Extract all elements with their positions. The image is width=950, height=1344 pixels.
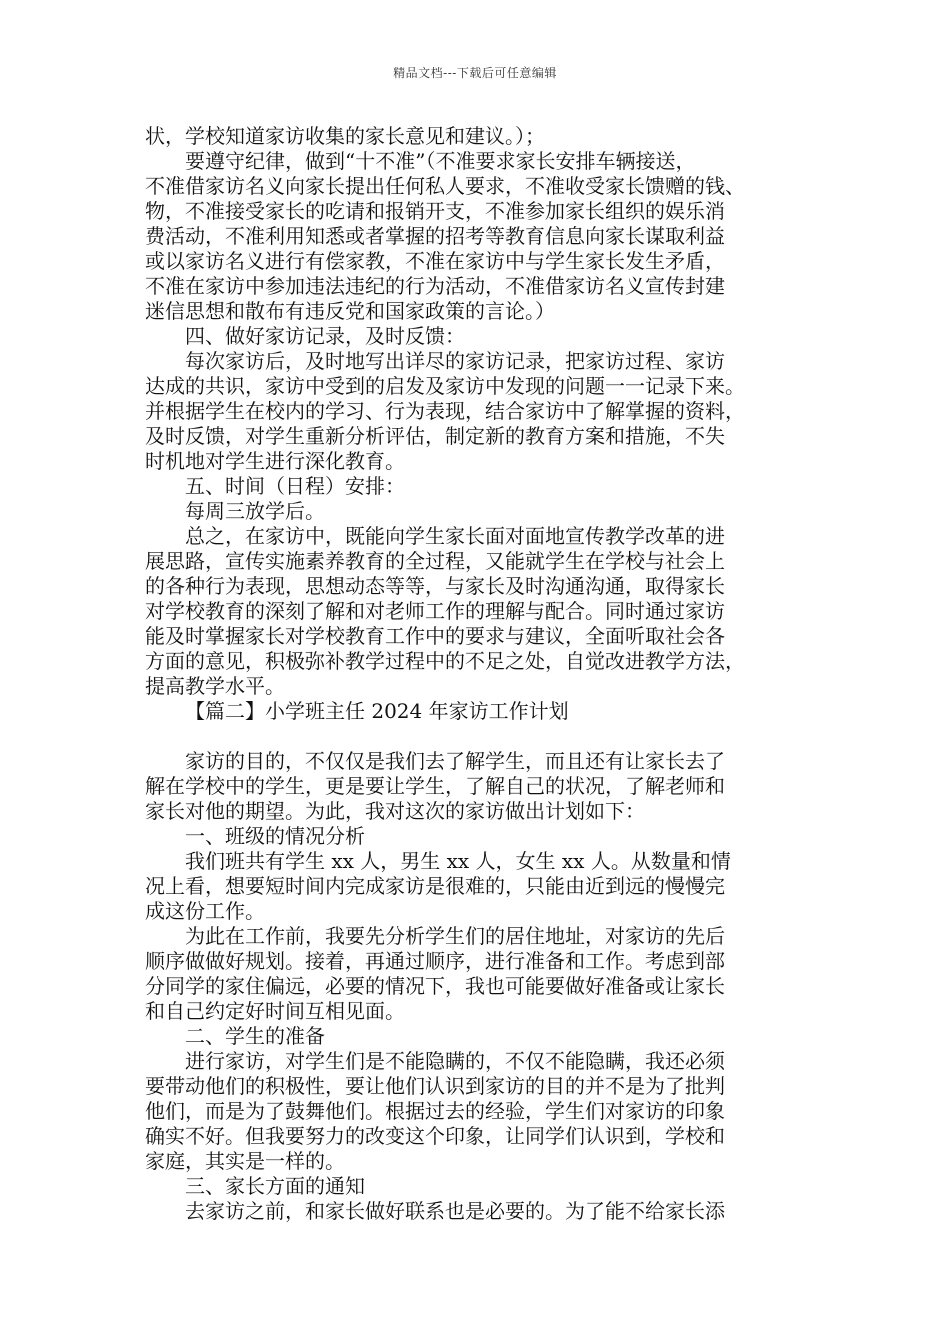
text-line: 方面的意见，积极弥补教学过程中的不足之处，自觉改进教学方法， (145, 649, 745, 673)
text-line: 及时反馈，对学生重新分析评估，制定新的教育方案和措施，不失 (145, 424, 725, 448)
text-line: 况上看，想要短时间内完成家访是很难的，只能由近到远的慢慢完 (145, 874, 725, 898)
text-line: 每次家访后，及时地写出详尽的家访记录，把家访过程、家访 (185, 349, 725, 373)
text-line: 的各种行为表现，思想动态等等，与家长及时沟通沟通，取得家长 (145, 574, 725, 598)
page-header: 精品文档---下载后可任意编辑 (393, 66, 557, 80)
text-line: 二、学生的准备 (185, 1024, 325, 1048)
text-line: 时机地对学生进行深化教育。 (145, 449, 405, 473)
text-line: 分同学的家住偏远，必要的情况下，我也可能要做好准备或让家长 (145, 974, 725, 998)
text-line: 我们班共有学生 xx 人，男生 xx 人，女生 xx 人。从数量和情 (185, 849, 731, 873)
text-line: 能及时掌握家长对学校教育工作中的要求与建议，全面听取社会各 (145, 624, 725, 648)
text-line: 和自己约定好时间互相见面。 (145, 999, 405, 1023)
text-line: 要带动他们的积极性，要让他们认识到家访的目的并不是为了批判 (145, 1074, 725, 1098)
text-line: 为此在工作前，我要先分析学生们的居住地址，对家访的先后 (185, 924, 725, 948)
text-line: 展思路，宣传实施素养教育的全过程，又能就学生在学校与社会上 (145, 549, 725, 573)
text-line: 确实不好。但我要努力的改变这个印象，让同学们认识到，学校和 (145, 1124, 725, 1148)
text-line: 并根据学生在校内的学习、行为表现，结合家访中了解掌握的资料， (145, 399, 745, 423)
text-line: 去家访之前，和家长做好联系也是必要的。为了能不给家长添 (185, 1199, 725, 1223)
text-line: 家庭，其实是一样的。 (145, 1149, 345, 1173)
text-line: 家长对他的期望。为此，我对这次的家访做出计划如下： (145, 799, 645, 823)
document-body (145, 124, 815, 1224)
text-line: 不准借家访名义向家长提出任何私人要求，不准收受家长馈赠的钱、 (145, 174, 745, 198)
text-line: 家访的目的，不仅仅是我们去了解学生，而且还有让家长去了 (185, 749, 725, 773)
text-line: 不准在家访中参加违法违纪的行为活动，不准借家访名义宣传封建 (145, 274, 725, 298)
text-line: 状，学校知道家访收集的家长意见和建议。）； (145, 124, 545, 148)
text-line: 每周三放学后。 (185, 499, 325, 523)
text-line: 或以家访名义进行有偿家教，不准在家访中与学生家长发生矛盾， (145, 249, 725, 273)
text-line: 总之，在家访中，既能向学生家长面对面地宣传教学改革的进 (185, 524, 725, 548)
text-line: 四、做好家访记录，及时反馈： (185, 324, 465, 348)
text-line: 物，不准接受家长的吃请和报销开支，不准参加家长组织的娱乐消 (145, 199, 725, 223)
text-line: 进行家访，对学生们是不能隐瞒的，不仅不能隐瞒，我还必须 (185, 1049, 725, 1073)
text-line: 提高教学水平。 (145, 674, 285, 698)
text-line: 解在学校中的学生，更是要让学生，了解自己的状况，了解老师和 (145, 774, 725, 798)
text-line: 【篇二】小学班主任 2024 年家访工作计划 (185, 699, 569, 723)
text-line: 成这份工作。 (145, 899, 265, 923)
text-line: 达成的共识，家访中受到的启发及家访中发现的问题一一记录下来。 (145, 374, 745, 398)
blank-line (145, 724, 815, 749)
text-line: 费活动，不准利用知悉或者掌握的招考等教育信息向家长谋取利益 (145, 224, 725, 248)
text-line: 顺序做做好规划。接着，再通过顺序，进行准备和工作。考虑到部 (145, 949, 725, 973)
text-line: 一、班级的情况分析 (185, 824, 365, 848)
text-line: 五、时间（日程）安排： (185, 474, 405, 498)
text-line: 对学校教育的深刻了解和对老师工作的理解与配合。同时通过家访 (145, 599, 725, 623)
text-line: 要遵守纪律，做到“十不准”（不准要求家长安排车辆接送， (185, 149, 696, 173)
text-line: 三、家长方面的通知 (185, 1174, 365, 1198)
text-line: 他们，而是为了鼓舞他们。根据过去的经验，学生们对家访的印象 (145, 1099, 725, 1123)
text-line: 迷信思想和散布有违反党和国家政策的言论。） (145, 299, 555, 323)
